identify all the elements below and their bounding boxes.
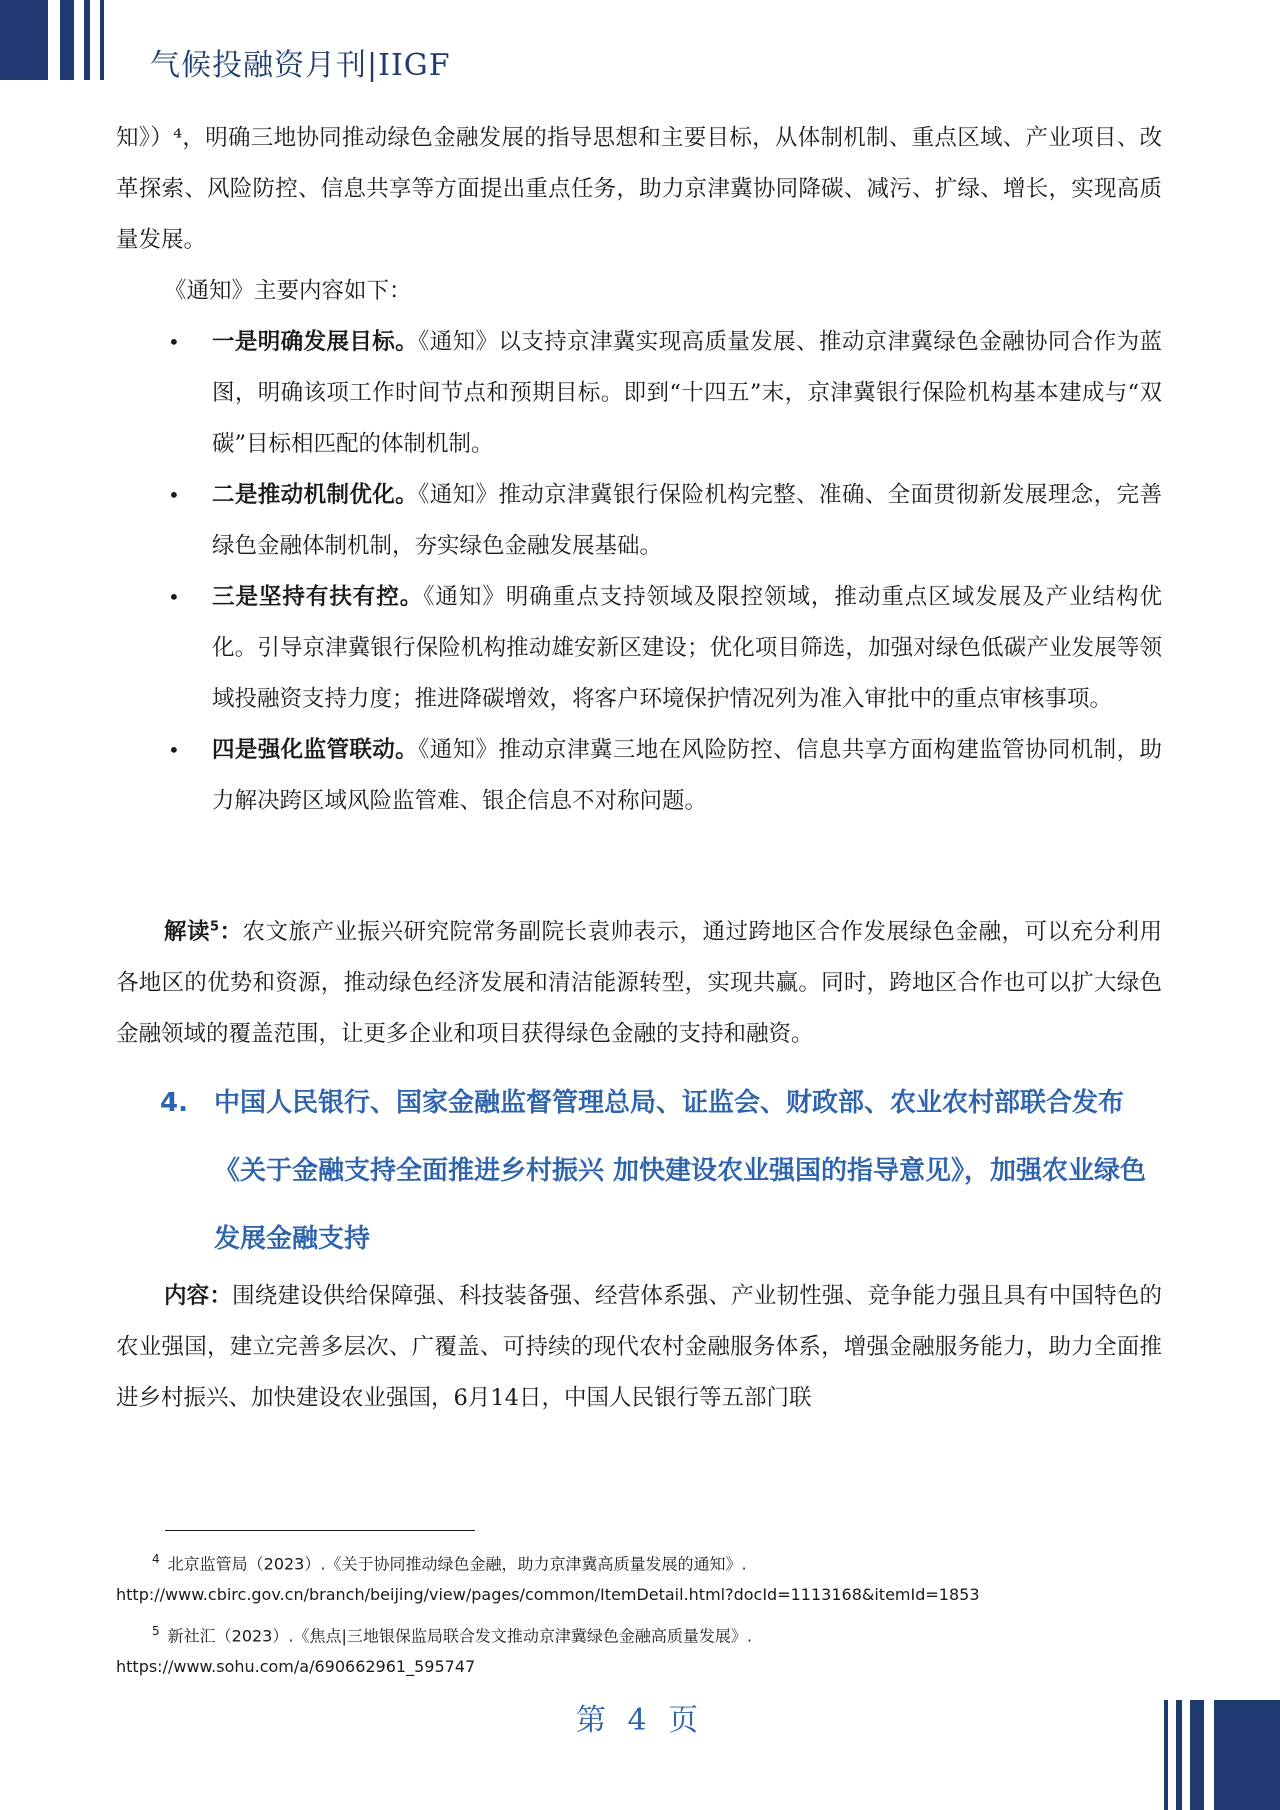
paragraph-text: 《通知》主要内容如下：: [164, 278, 412, 304]
bullet-text: 《通知》以支持京津冀实现高质量发展、推动京津冀绿色金融协同合作为蓝图，明确该项工作时间节点和预期目标。即到“十四五”末，京津冀银行保险机构基本建成与“双碳”目标相匹配的体制机制。: [212, 329, 1162, 457]
bullet-text: 《通知》推动京津冀银行保险机构完整、准确、全面贯彻新发展理念，完善绿色金融体制机制，夯实绿色金融发展基础。: [212, 482, 1162, 559]
bullet-dot-icon: •: [168, 483, 180, 507]
bullet-heading: 三是坚持有扶有控。: [212, 584, 424, 610]
bullet-text: 《通知》推动京津冀三地在风险防控、信息共享方面构建监管协同机制，助力解决跨区域风险监管难、银企信息不对称问题。: [212, 737, 1162, 814]
section-title: 中国人民银行、国家金融监督管理总局、证监会、财政部、农业农村部联合发布《关于金融支持全面推进乡村振兴 加快建设农业强国的指导意见》，加强农业绿色发展金融支持: [214, 1088, 1147, 1254]
footnote-5-url[interactable]: https://www.sohu.com/a/690662961_595747: [116, 1657, 476, 1676]
footnote-divider: [165, 1530, 475, 1531]
section-number: 4.: [160, 1088, 188, 1118]
footnote-text: 新社汇（2023）.《焦点|三地银保监局联合发文推动京津冀绿色金融高质量发展》.: [167, 1626, 752, 1646]
bullet-heading: 四是强化监管联动。: [212, 737, 419, 763]
bullet-dot-icon: •: [168, 585, 180, 609]
header-title: 气候投融资月刊|IIGF: [150, 48, 451, 83]
interpretation-text: 农文旅产业振兴研究院常务副院长袁帅表示，通过跨地区合作发展绿色金融，可以充分利用各地区的优势和资源，推动绿色经济发展和清洁能源转型，实现共赢。同时，跨地区合作也可以扩大绿色金融领域的覆盖范围，让更多企业和项目获得绿色金融的支持和融资。: [116, 919, 1162, 1047]
bullet-item: [116, 317, 1162, 470]
bullet-dot-icon: •: [168, 330, 180, 354]
interpretation-colon: ：: [219, 919, 243, 945]
footer-bar-1: [1164, 1700, 1168, 1810]
body-paragraph-1: [116, 113, 1162, 266]
content-body: [116, 1271, 1162, 1424]
footer-bar-3: [1190, 1700, 1204, 1810]
header-bar-4: [100, 0, 104, 80]
footnote-number: 5: [152, 1624, 160, 1638]
header-bar-3: [84, 0, 90, 80]
paragraph-text: 知》）⁴，明确三地协同推动绿色金融发展的指导思想和主要目标，从体制机制、重点区域、产业项目、改革探索、风险防控、信息共享等方面提出重点任务，助力京津冀协同降碳、减污、扩绿、增长，实现高质量发展。: [116, 125, 1162, 253]
section-heading: [160, 1069, 1163, 1273]
bullet-dot-icon: •: [168, 738, 180, 762]
interpretation-body: [116, 907, 1162, 1060]
footer-bar-2: [1176, 1700, 1182, 1810]
body-paragraph-2: [116, 266, 1162, 317]
footnote-ref-5[interactable]: 5: [210, 919, 220, 935]
footnote-5: [152, 1620, 1172, 1647]
content-label: 内容：: [164, 1283, 233, 1309]
bullet-heading: 二是推动机制优化。: [212, 482, 419, 508]
footnote-number: 4: [152, 1552, 160, 1566]
footer-bar-4: [1214, 1700, 1280, 1810]
bullet-item: [116, 572, 1162, 725]
content-text: 围绕建设供给保障强、科技装备强、经营体系强、产业韧性强、竞争能力强且具有中国特色的农业强国，建立完善多层次、广覆盖、可持续的现代农村金融服务体系，增强金融服务能力，助力全面推进乡村振兴、加快建设农业强国，6月14日，中国人民银行等五部门联: [116, 1283, 1162, 1411]
bullet-item: [116, 725, 1162, 827]
footnote-4: [152, 1548, 1172, 1575]
bullet-text: 《通知》明确重点支持领域及限控领域，推动重点区域发展及产业结构优化。引导京津冀银行保险机构推动雄安新区建设；优化项目筛选，加强对绿色低碳产业发展等领域投融资支持力度；推进降碳增效，将客户环境保护情况列为准入审批中的重点审核事项。: [212, 584, 1162, 712]
bullet-list: [116, 317, 1162, 827]
bullet-heading: 一是明确发展目标。: [212, 329, 419, 355]
bullet-item: [116, 470, 1162, 572]
interpretation-paragraph: [116, 907, 1162, 1060]
content-paragraph: [116, 1271, 1162, 1424]
header-bar-1: [0, 0, 48, 80]
interpretation-label: 解读: [164, 919, 210, 945]
footnote-text: 北京监管局（2023）.《关于协同推动绿色金融，助力京津冀高质量发展的通知》.: [167, 1554, 747, 1574]
header-bar-2: [60, 0, 74, 80]
footnote-4-url[interactable]: http://www.cbirc.gov.cn/branch/beijing/view/pages/common/ItemDetail.html?docId=1113168&itemId=1853: [116, 1585, 980, 1604]
page-number: 第 4 页: [575, 1703, 705, 1738]
